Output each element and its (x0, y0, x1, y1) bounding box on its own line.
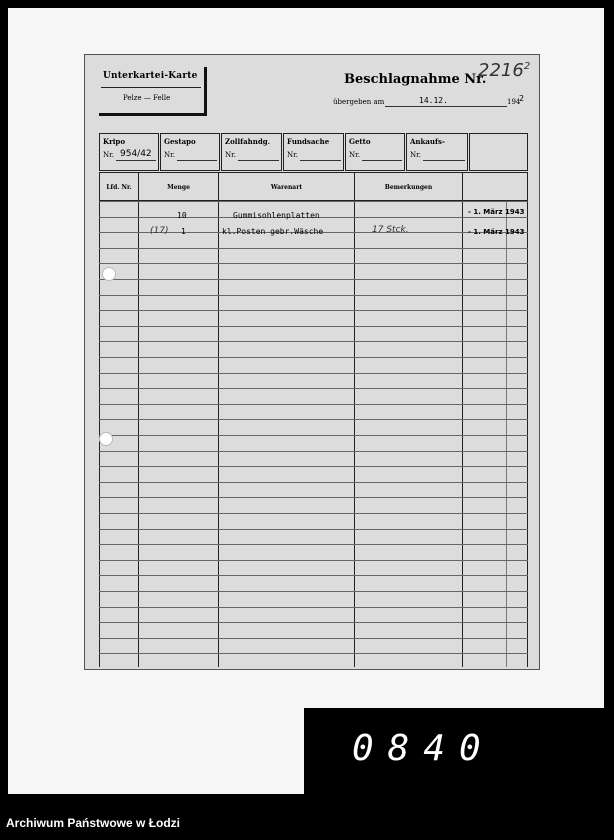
ref-ankauf (406, 133, 468, 171)
uebergeben-line (385, 106, 507, 107)
punch-hole-bottom (99, 432, 113, 446)
grid-row-line (99, 295, 528, 296)
grid-row-line (99, 248, 528, 249)
ref-line (300, 160, 341, 161)
grid-row-line (99, 622, 528, 623)
header-lfd-nr: Lfd. Nr. (99, 172, 139, 201)
grid-row-line (99, 326, 528, 327)
card-subtitle: Pelze — Felle (123, 94, 171, 102)
header-bemerkungen: Bemerkungen (354, 172, 463, 201)
row2-lfd-nr: (17) (150, 226, 169, 236)
ref-label: Fundsache (287, 137, 330, 146)
grid-row-line (99, 373, 528, 374)
ref-nr-label: Nr. (103, 151, 114, 159)
ref-kripo (99, 133, 159, 171)
grid-row-line (99, 279, 528, 280)
ref-getto (345, 133, 405, 171)
ref-label: Ankaufs- (410, 137, 445, 146)
ref-nr-label: Nr. (164, 151, 175, 159)
grid-row-line (99, 357, 528, 358)
ref-label: Kripo (103, 137, 125, 146)
row2-warenart: kl.Posten gebr.Wäsche (222, 227, 324, 236)
row1-warenart: Gummisohlenplatten (233, 211, 320, 220)
ref-line (423, 160, 465, 161)
beschlagnahme-label: Beschlagnahme Nr. (344, 72, 487, 87)
grid-row-line (99, 544, 528, 545)
uebergeben-label: übergeben am (333, 98, 385, 106)
row1-stamp: - 1. März 1943 (468, 208, 525, 216)
scan-background-lower (8, 708, 304, 794)
ref-gestapo (160, 133, 220, 171)
uebergeben-year-handwritten: 2 (519, 94, 525, 103)
ref-line (362, 160, 402, 161)
grid-row-line (99, 638, 528, 639)
grid-row-line (99, 466, 528, 467)
header-menge: Menge (138, 172, 219, 201)
ref-value: 954/42 (120, 149, 152, 159)
card-title-underline (101, 87, 201, 88)
grid-row-line (99, 310, 528, 311)
uebergeben-date: 14.12. (419, 96, 448, 105)
archive-caption: Archiwum Państwowe w Łodzi (6, 816, 181, 830)
ref-nr-label: Nr. (287, 151, 298, 159)
ref-label: Getto (349, 137, 371, 146)
grid-row-line (99, 404, 528, 405)
grid-row-line (99, 201, 528, 202)
grid-row-line (99, 482, 528, 483)
grid-row-line (99, 513, 528, 514)
uebergeben-year: 194 (507, 98, 521, 106)
grid-row-line (99, 607, 528, 608)
card-type-box (99, 67, 207, 116)
grid-row-line (99, 497, 528, 498)
ref-nr-label: Nr. (225, 151, 236, 159)
scan-background-strip (304, 698, 604, 708)
ref-line (238, 160, 279, 161)
row2-menge: 1 (181, 227, 186, 236)
row2-stamp: - 1. März 1943 (468, 228, 525, 236)
ref-fundsache (283, 133, 344, 171)
goods-table (99, 172, 528, 667)
grid-row-line (99, 529, 528, 530)
grid-row-line (99, 560, 528, 561)
grid-row-line (99, 263, 528, 264)
header-warenart: Warenart (218, 172, 355, 201)
punch-hole-top (102, 267, 116, 281)
ref-empty (469, 133, 528, 171)
ref-line (177, 160, 217, 161)
ref-nr-label: Nr. (349, 151, 360, 159)
ref-line (116, 160, 156, 161)
grid-row-line (99, 341, 528, 342)
grid-row-line (99, 653, 528, 654)
beschlagnahme-number: 2216$^2$ (478, 60, 531, 81)
frame-counter: 0840 (352, 728, 495, 769)
ref-label: Zollfahndg. (225, 137, 271, 146)
ref-nr-label: Nr. (410, 151, 421, 159)
row1-menge: 10 (177, 211, 187, 220)
grid-row-line (99, 419, 528, 420)
grid-row-line (99, 451, 528, 452)
grid-column-line (506, 201, 507, 667)
grid-row-line (99, 575, 528, 576)
grid-row-line (99, 388, 528, 389)
header-blank (462, 172, 528, 201)
grid-row-line (99, 591, 528, 592)
row2-bemerkungen: 17 Stck. (372, 225, 409, 235)
ref-label: Gestapo (164, 137, 196, 146)
film-border-top (0, 0, 614, 8)
card-title: Unterkartei-Karte (103, 71, 198, 81)
grid-row-line (99, 435, 528, 436)
ref-zollfahndung (221, 133, 282, 171)
